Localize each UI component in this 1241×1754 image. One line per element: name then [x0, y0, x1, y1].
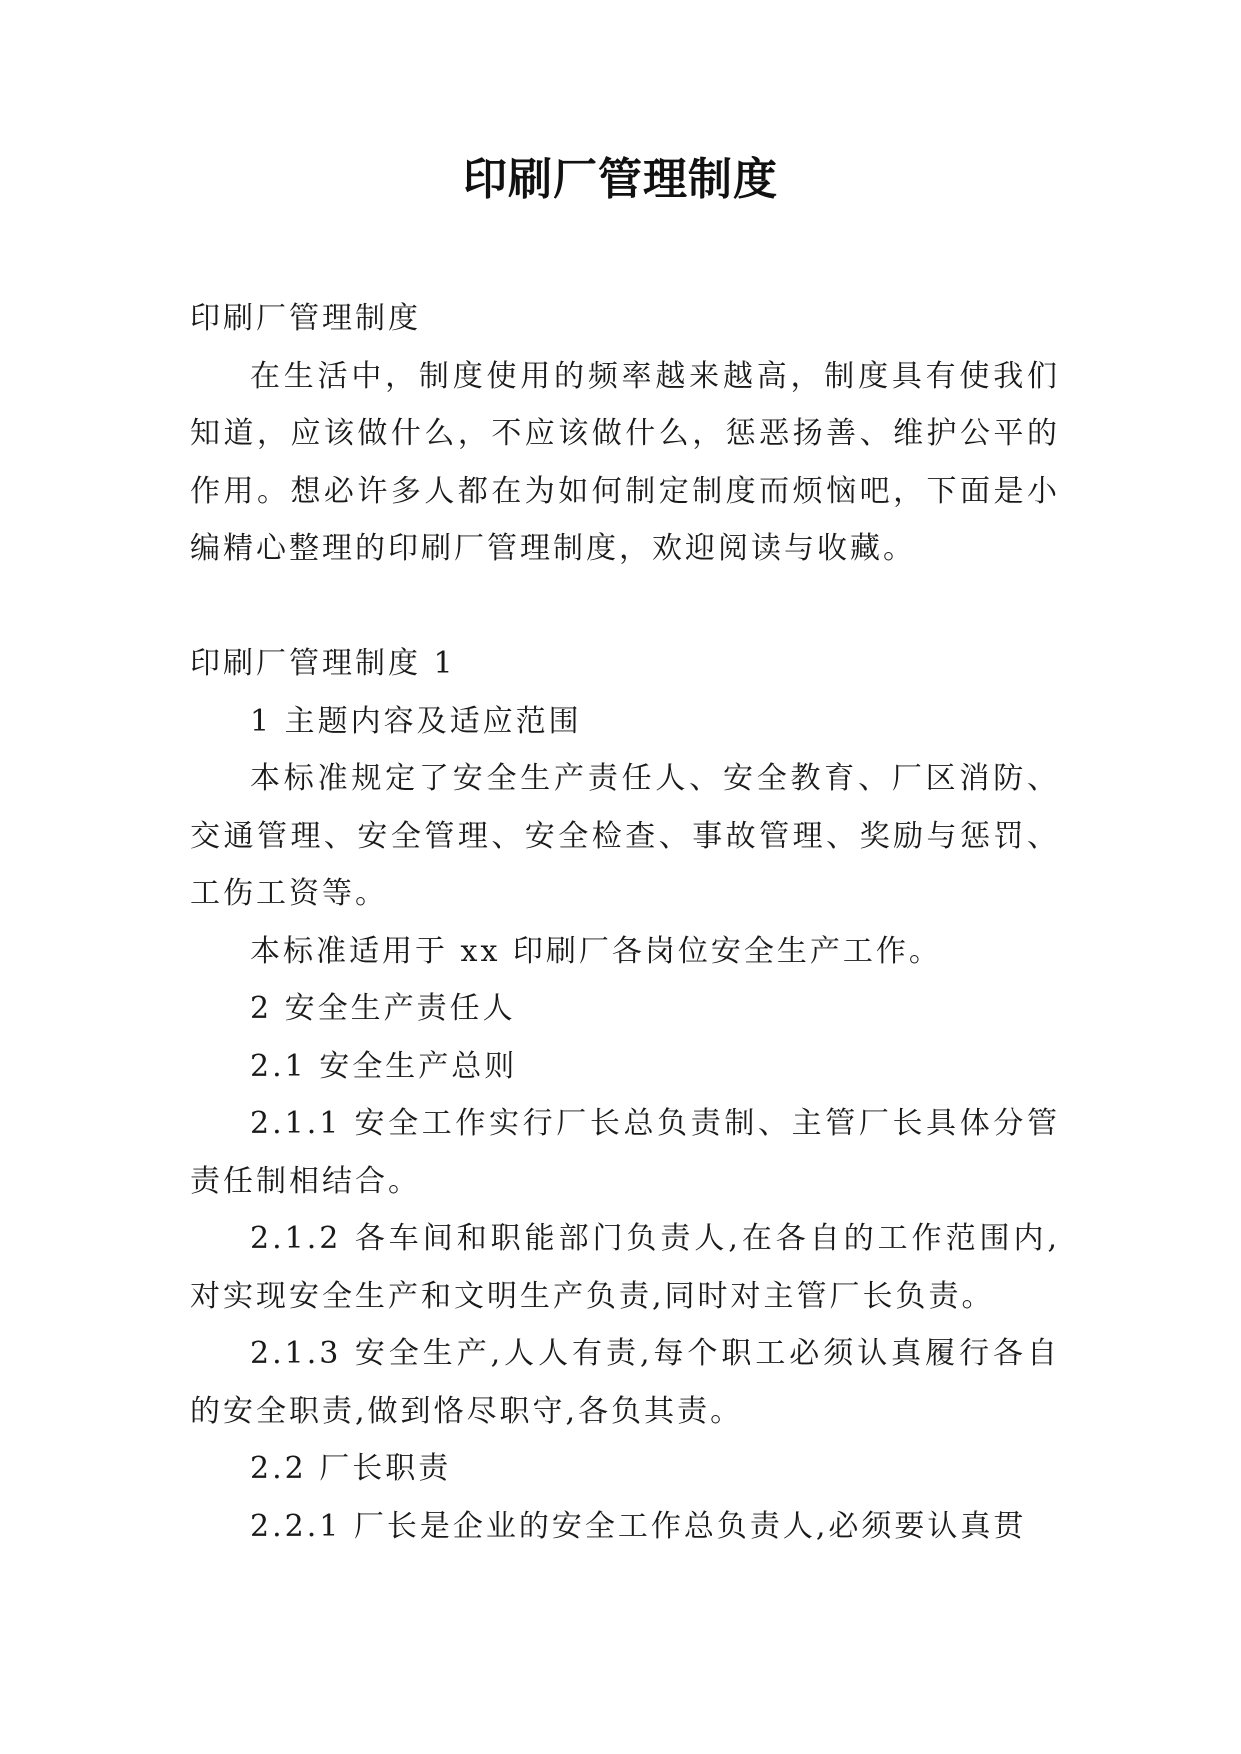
paragraph: 2.1.1 安全工作实行厂长总负责制、主管厂长具体分管责任制相结合。: [190, 1106, 1060, 1199]
paragraph: 1 主题内容及适应范围: [250, 703, 582, 739]
paragraph: 2.1.2 各车间和职能部门负责人,在各自的工作范围内,对实现安全生产和文明生产负责,同时对主管厂长负责。: [190, 1221, 1060, 1314]
document-title: 印刷厂管理制度: [463, 154, 778, 205]
paragraph: 2 安全生产责任人: [250, 991, 516, 1026]
paragraph: 2.1 安全生产总则: [250, 1048, 518, 1084]
paragraph: 印刷厂管理制度 1: [190, 646, 456, 681]
paragraph: 2.1.3 安全生产,人人有责,每个职工必须认真履行各自的安全职责,做到恪尽职守,各负其责。: [190, 1336, 1060, 1429]
paragraph: 2.2.1 厂长是企业的安全工作总负责人,必须要认真贯: [250, 1508, 1027, 1544]
paragraph: 2.2 厂长职责: [250, 1451, 452, 1486]
paragraph: 本标准适用于 xx 印刷厂各岗位安全生产工作。: [250, 933, 942, 969]
paragraph: 印刷厂管理制度: [190, 301, 421, 336]
document-body: [190, 290, 1060, 1555]
paragraph: 在生活中，制度使用的频率越来越高，制度具有使我们知道，应该做什么，不应该做什么，惩恶扬善、维护公平的作用。想必许多人都在为如何制定制度而烦恼吧，下面是小编精心整理的印刷厂管理制度，欢迎阅读与收藏。: [190, 358, 1060, 566]
paragraph: 本标准规定了安全生产责任人、安全教育、厂区消防、交通管理、安全管理、安全检查、事故管理、奖励与惩罚、工伤工资等。: [190, 761, 1060, 911]
